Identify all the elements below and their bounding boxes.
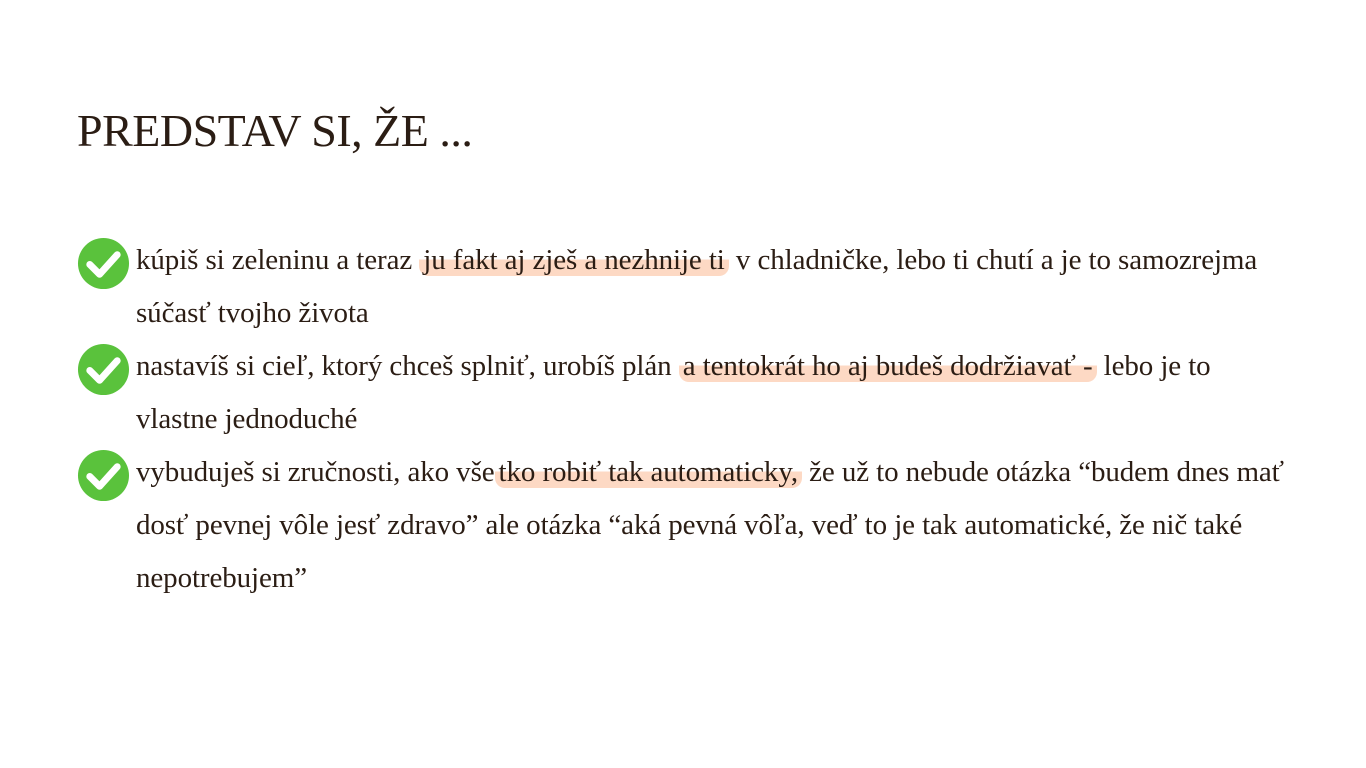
check-circle-icon bbox=[77, 237, 130, 290]
benefit-list bbox=[77, 234, 1292, 605]
list-item bbox=[77, 234, 1292, 340]
item-highlight: tko robiť tak automaticky, bbox=[495, 456, 802, 488]
page-title: PREDSTAV SI, ŽE ... bbox=[77, 105, 473, 156]
item-highlight: ju fakt aj zješ a nezhnije ti bbox=[419, 244, 728, 276]
item-text: že už to nebude otázka “budem dnes mať dosť pevnej vôle jesť zdravo” ale otázka “aká pevná vôľa, veď to je tak automatické, že nič také nepotrebujem” bbox=[136, 456, 1284, 594]
list-item bbox=[77, 340, 1292, 446]
item-text: nastavíš si cieľ, ktorý chceš splniť, urobíš plán bbox=[136, 350, 672, 382]
item-text: v chladničke, lebo ti chutí a je to samozrejma súčasť tvojho života bbox=[136, 244, 1258, 329]
check-circle-icon bbox=[77, 449, 130, 502]
item-text: kúpiš si zeleninu a teraz bbox=[136, 244, 413, 276]
check-circle-icon bbox=[77, 343, 130, 396]
item-highlight: a tentokrát ho aj budeš dodržiavať - bbox=[679, 350, 1097, 382]
item-text: vybuduješ si zručnosti, ako vše bbox=[136, 456, 495, 488]
item-text: lebo je to vlastne jednoduché bbox=[136, 350, 1211, 435]
list-item bbox=[77, 446, 1292, 605]
